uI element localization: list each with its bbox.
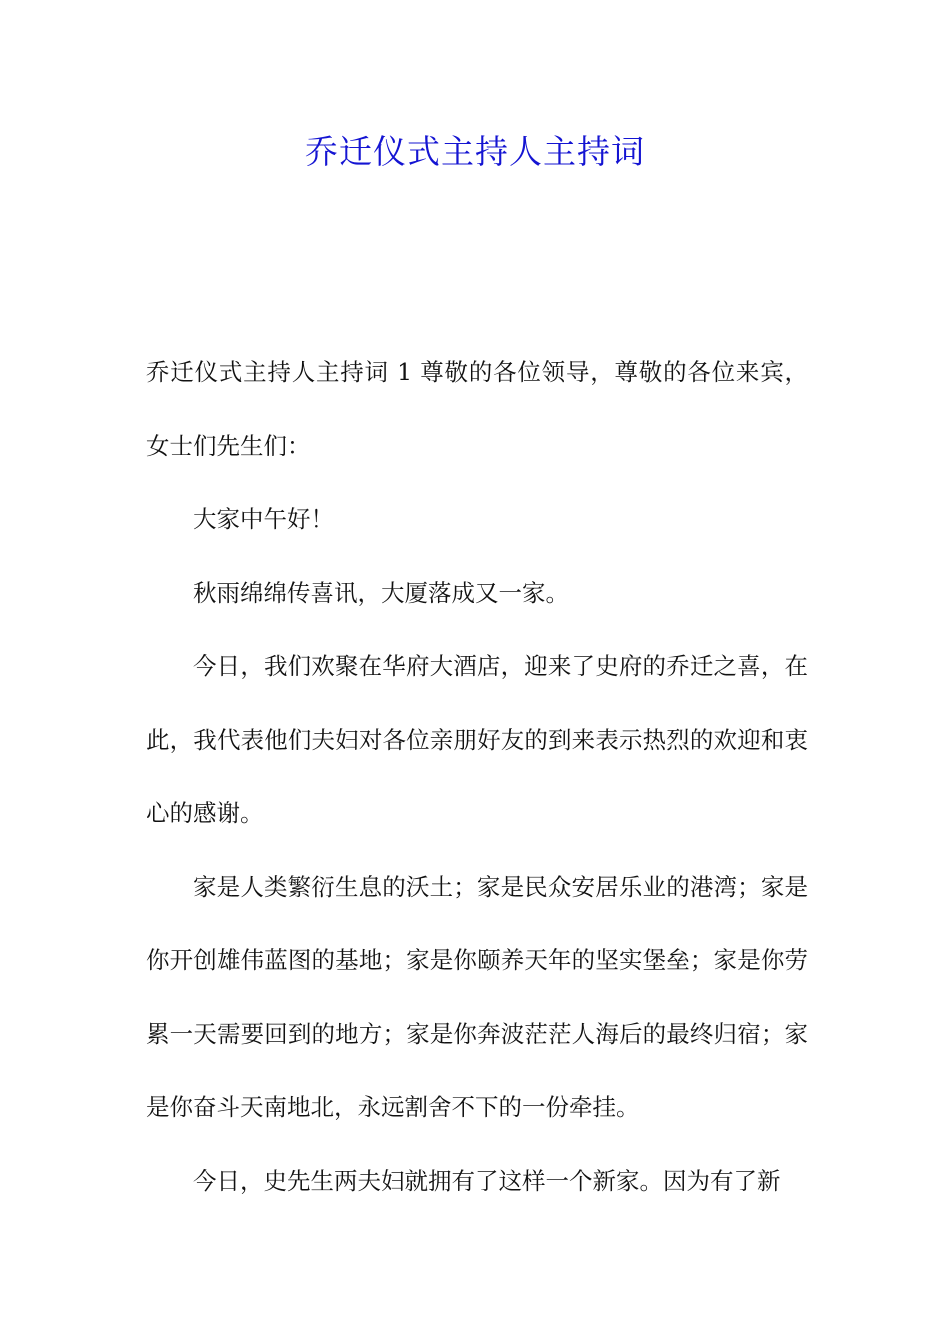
document-body [146, 336, 808, 1218]
page-title: 乔迁仪式主持人主持词 [305, 132, 645, 171]
paragraph-couplet: 秋雨绵绵传喜讯，大厦落成又一家。 [193, 578, 569, 607]
paragraph-opening: 乔迁仪式主持人主持词 1 尊敬的各位领导，尊敬的各位来宾，女士们先生们： [146, 358, 808, 460]
paragraph-greeting: 大家中午好！ [193, 505, 334, 533]
paragraph-welcome: 今日，我们欢聚在华府大酒店，迎来了史府的乔迁之喜，在此，我代表他们夫妇对各位亲朋好友的到来表示热烈的欢迎和衷心的感谢。 [146, 652, 808, 827]
paragraph-home: 家是人类繁衍生息的沃土；家是民众安居乐业的港湾；家是你开创雄伟蓝图的基地；家是你颐养天年的坚实堡垒；家是你劳累一天需要回到的地方；家是你奔波茫茫人海后的最终归宿；家是你奋斗天南地北，永远割舍不下的一份牵挂。 [146, 872, 808, 1121]
paragraph-new-home: 今日，史先生两夫妇就拥有了这样一个新家。因为有了新 [193, 1166, 781, 1195]
